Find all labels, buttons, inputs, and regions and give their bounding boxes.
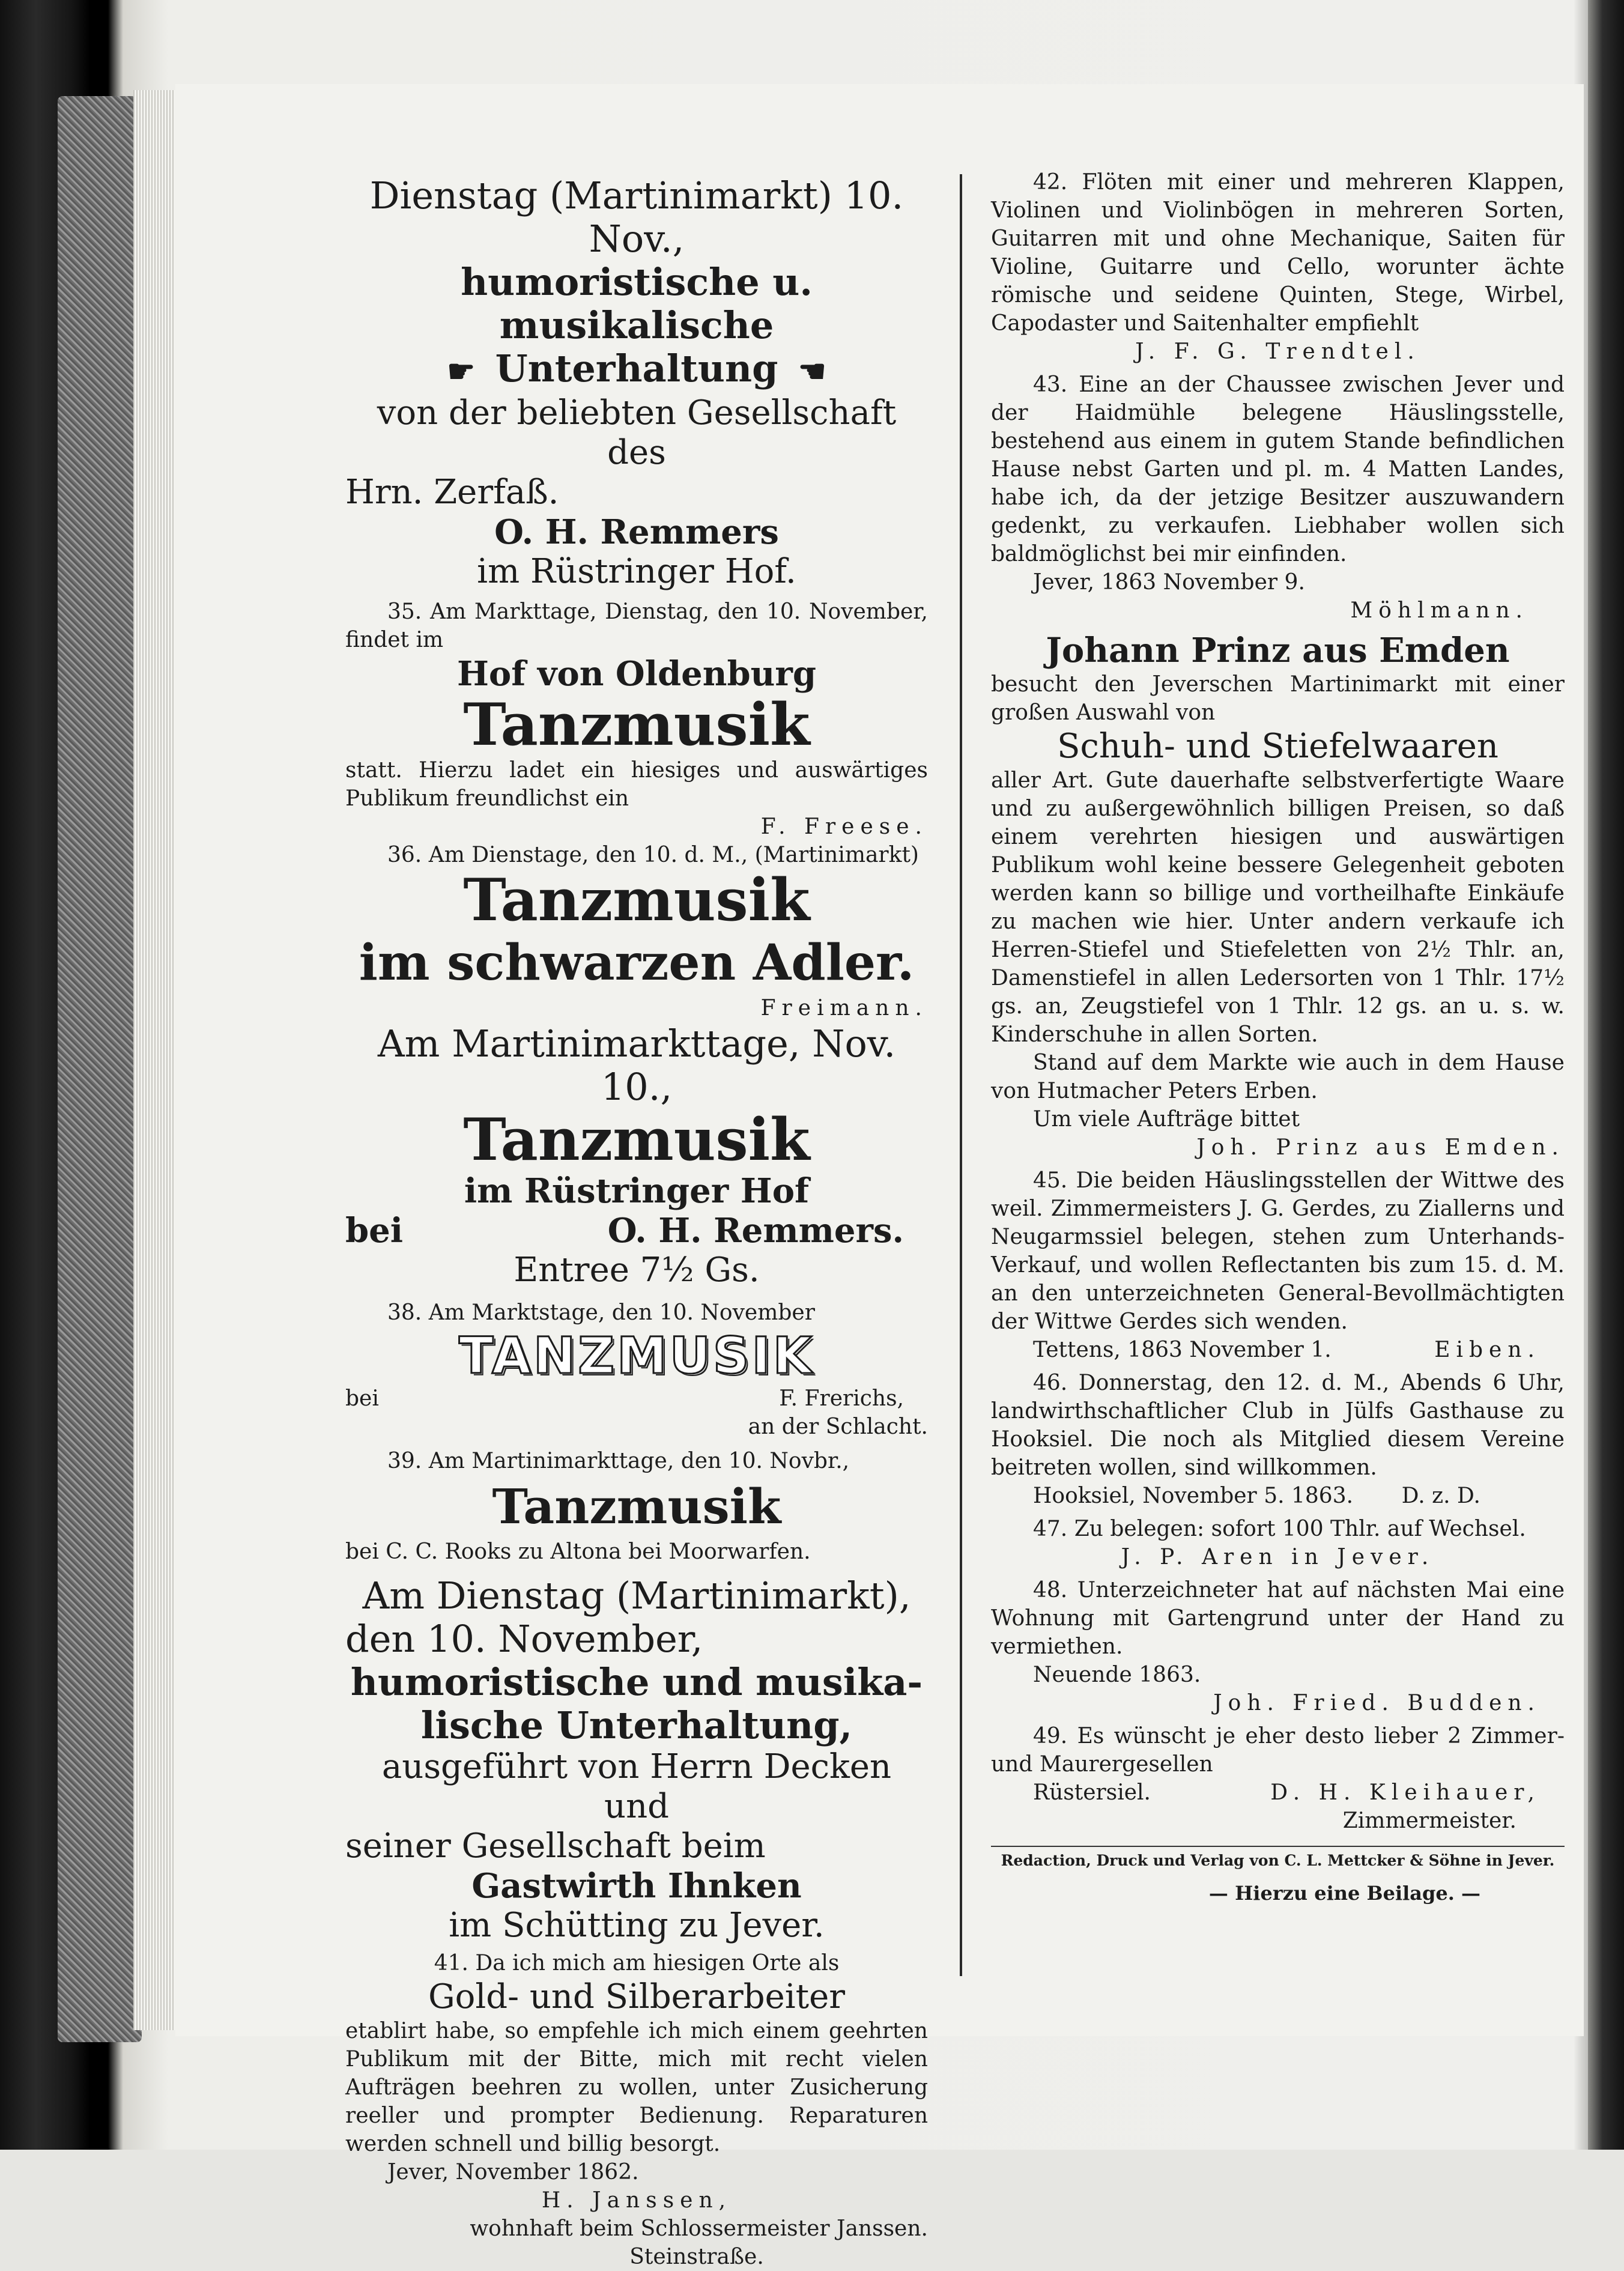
ad44-stand: Stand auf dem Markte wie auch in dem Hause von Hutmacher Peters Erben. (991, 1051, 1565, 1103)
ad44-bitte: Um viele Aufträge bittet (1033, 1107, 1300, 1132)
ad49-signature: D. H. Kleihauer, (1270, 1780, 1541, 1805)
ruestringer-heading: im Rüstringer Hof. (477, 552, 796, 591)
ad37-bei-row (345, 1211, 928, 1251)
book-cover-spine (58, 96, 142, 2042)
ad38-bei: bei (345, 1386, 379, 1411)
ad46-body: 46. Donnerstag, den 12. d. M., Abends 6 Uhr, landwirthschaftlicher Club in Jülfs Gasthause zu Hooksiel. Die noch als Mitglied diesem Vereine beitreten wollen, sind willkommen. (991, 1371, 1565, 1480)
ad37-hof: im Rüstringer Hof (464, 1171, 810, 1211)
ad35-signature: F. Freese. (760, 814, 928, 839)
beilage-note: — Hierzu eine Beilage. — (1208, 1882, 1480, 1905)
ad43-signature: Möhlmann. (1350, 598, 1529, 623)
ad41-gold: Gold- und Silberarbeiter (428, 1977, 846, 2016)
ad49-place-row (991, 1778, 1565, 1807)
ad41-date: Jever, November 1862. (387, 2160, 639, 2185)
ad39-tanzmusik: Tanzmusik (492, 1478, 781, 1535)
ad41-signature: H. Janssen, (541, 2188, 732, 2213)
ad46-date-row (991, 1482, 1565, 1510)
ad44-intro: besucht den Jeverschen Martinimarkt mit einer großen Auswahl von (991, 672, 1565, 725)
remmers-heading: O. H. Remmers (494, 512, 779, 552)
page-edges (133, 90, 181, 2030)
pointing-hand-right-icon: ☛ (447, 353, 475, 390)
ad40-line1: Am Dienstag (Martinimarkt), (362, 1574, 911, 1618)
ad39-bei: bei C. C. Rooks zu Altona bei Moorwarfen. (345, 1539, 811, 1564)
ad49-role: Zimmermeister. (1342, 1809, 1516, 1833)
ad38-signature-2: an der Schlacht. (748, 1414, 928, 1439)
ad49-body: 49. Es wünscht je eher desto lieber 2 Zimmer- und Maurergesellen (991, 1724, 1565, 1777)
ad38-text: 38. Am Marktstage, den 10. November (387, 1300, 815, 1325)
pointing-hand-left-icon: ☚ (798, 353, 826, 390)
ad42-body: 42. Flöten mit einer und mehreren Klappen, Violinen und Violinbögen in mehreren Sorten, Guitarren mit und ohne Mechanique, Saiten für Violine, Guitarre und Cello, worunter ächte römische und seidene Quinten, Stege, Wirbel, Capodaster und Saitenhalter empfiehlt (991, 170, 1565, 336)
ad44-signature: Joh. Prinz aus Emden. (1196, 1135, 1565, 1160)
ad37-entree: Entree 7½ Gs. (514, 1251, 760, 1290)
ad41-text: 41. Da ich mich am hiesigen Orte als (434, 1951, 840, 1975)
ad37-bei: bei (345, 1211, 404, 1251)
ad43-date: Jever, 1863 November 9. (1033, 570, 1305, 595)
ad41-street: Steinstraße. (629, 2245, 764, 2269)
ad48-place: Neuende 1863. (1033, 1663, 1201, 1687)
ad48-body: 48. Unterzeichneter hat auf nächsten Mai eine Wohnung mit Gartengrund unter der Hand zu vermiethen. (991, 1578, 1565, 1659)
ad36-text: 36. Am Dienstage, den 10. d. M., (Martinimarkt) (387, 843, 919, 867)
ad39-text: 39. Am Martinimarkttage, den 10. Novbr., (387, 1449, 850, 1473)
ad49-place: Rüstersiel. (1033, 1780, 1151, 1805)
ad37-tanzmusik: Tanzmusik (463, 1106, 810, 1174)
ad36-adler: im schwarzen Adler. (359, 934, 915, 992)
ad38-bei-row (345, 1384, 928, 1413)
ad45-date: Tettens, 1863 November 1. (1033, 1338, 1332, 1362)
ad44-heading: Johann Prinz aus Emden (1046, 631, 1510, 670)
ad43-body: 43. Eine an der Chaussee zwischen Jever und der Haidmühle belegene Häuslingsstelle, bestehend aus einem in gutem Stande befindlichen Hause nebst Garten und pl. m. 4 Matten Landes, habe ich, da der jetzige Besitzer auszuwandern gedenkt, zu verkaufen. Liebhaber wollen sich baldmöglichst bei mir einfinden. (991, 372, 1565, 566)
ad36-tanzmusik: Tanzmusik (463, 866, 810, 934)
ad40-line2: den 10. November, (345, 1617, 703, 1661)
ad45-body: 45. Die beiden Häuslingsstellen der Wittwe des weil. Zimmermeisters J. G. Gerdes, zu Ziallerns und Neugarmssiel belegen, stehen zum Unterhands-Verkauf, und wollen Reflectanten bis zum 15. d. M. an den unterzeichneten General-Bevollmächtigten der Wittwe Gerdes sich wenden. (991, 1168, 1565, 1334)
ad35-tanzmusik: Tanzmusik (463, 691, 810, 759)
ad35-text: 35. Am Markttage, Dienstag, den 10. November, findet im (345, 599, 928, 652)
martini-header: Dienstag (Martinimarkt) 10. Nov., (369, 174, 904, 261)
ad47-body: 47. Zu belegen: sofort 100 Thlr. auf Wechsel. (1033, 1517, 1526, 1541)
left-column (345, 84, 928, 2271)
right-column (991, 84, 1565, 1927)
book-right-edge (1588, 0, 1624, 2150)
ad35-statt: statt. Hierzu ladet ein hiesiges und auswärtiges Publikum freundlichst ein (345, 758, 928, 811)
imprint-rule (991, 1846, 1565, 1847)
ad37-heading: Am Martinimarkttage, Nov. 10., (377, 1022, 896, 1109)
ad42-signature: J. F. G. Trendtel. (1135, 339, 1420, 364)
ad41-address: wohnhaft beim Schlossermeister Janssen. (470, 2216, 928, 2241)
ad36-signature: Freimann. (760, 996, 928, 1020)
ad45-signature: Eiben. (1434, 1338, 1541, 1362)
ad41-body: etablirt habe, so empfehle ich mich einem geehrten Publikum mit der Bitte, mich mit recht vielen Aufträgen beehren zu wollen, unter Zusicherung reeller und prompter Bedienung. Reparaturen werden schnell und billig besorgt. (345, 2019, 928, 2156)
ad45-date-row (991, 1336, 1565, 1364)
humor-line: humoristische u. musikalische (461, 260, 813, 347)
ad48-signature: Joh. Fried. Budden. (1213, 1691, 1541, 1715)
gesellschaft-line: von der beliebten Gesellschaft des (377, 393, 897, 472)
ad40-line7: Gastwirth Ihnken (471, 1866, 802, 1906)
ad35-hof: Hof von Oldenburg (456, 654, 817, 694)
ad40-line3: humoristische und musika- (350, 1660, 923, 1704)
ad46-date: Hooksiel, November 5. 1863. (1033, 1484, 1354, 1508)
unterhaltung-line (345, 347, 928, 393)
column-divider (960, 174, 962, 1976)
ad38-tanzmusik: TANZMUSIK (459, 1326, 814, 1385)
imprint-text: Redaction, Druck und Verlag von C. L. Mettcker & Söhne in Jever. (1001, 1852, 1555, 1869)
ad40-line4: lische Unterhaltung, (420, 1703, 853, 1747)
ad44-schuh: Schuh- und Stiefelwaaren (1057, 727, 1498, 766)
unterhaltung-text: Unterhaltung (495, 347, 778, 390)
zerfass-line: Hrn. Zerfaß. (345, 473, 559, 512)
ad37-remmers: O. H. Remmers. (607, 1211, 904, 1251)
ad40-line8: im Schütting zu Jever. (449, 1906, 825, 1945)
ad47-signature: J. P. Aren in Jever. (1121, 1545, 1435, 1569)
ad44-body: aller Art. Gute dauerhafte selbstverfertigte Waare und zu außergewöhnlich billigen Preisen, so daß einem verehrten hiesigen und auswärtigen Publikum wohl keine bessere Gelegenheit geboten werden kann so billige und vortheilhafte Einkäufe zu machen wie hier. Unter andern verkaufe ich Herren-Stiefel und Stiefeletten von 2½ Thlr. an, Damenstiefel in allen Ledersorten von 1 Thlr. 17½ gs. an, Zeugstiefel von 1 Thlr. 12 gs. an u. s. w. Kinderschuhe in allen Sorten. (991, 768, 1565, 1047)
ad46-signature: D. z. D. (1401, 1484, 1480, 1508)
ad40-line6: seiner Gesellschaft beim (345, 1827, 766, 1866)
ad38-signature: F. Frerichs, (779, 1386, 904, 1411)
ad40-line5: ausgeführt von Herrn Decken und (381, 1747, 892, 1826)
